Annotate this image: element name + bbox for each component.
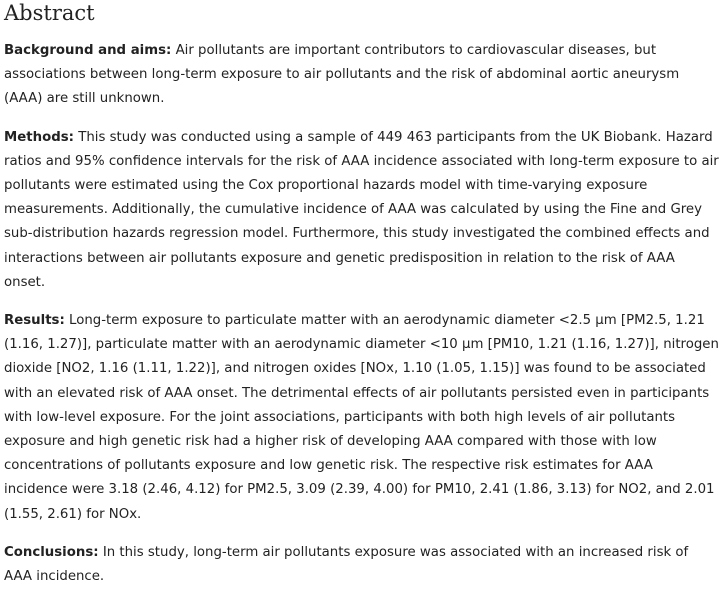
- background-section: [4, 39, 720, 112]
- abstract-heading: Abstract: [4, 1, 95, 25]
- abstract-container: [4, 0, 720, 589]
- conclusions-text: In this study, long-term air pollutants exposure was associated with an increased risk of AAA incidence.: [4, 544, 689, 585]
- results-section: [4, 309, 720, 527]
- methods-text: This study was conducted using a sample of 449 463 participants from the UK Biobank. Hazard ratios and 95% confidence intervals for the risk of AAA incidence associated with long-term exposure to air pollutants were estimated using the Cox proportional hazards model with time-varying exposure measurements. Additionally, the cumulative incidence of AAA was calculated by using the Fine and Grey sub-distribution hazards regression model. Furthermore, this study investigated the combined effects and interactions between air pollutants exposure and genetic predisposition in relation to the risk of AAA onset.: [4, 129, 719, 290]
- methods-section: [4, 126, 720, 295]
- methods-label: Methods:: [4, 129, 74, 145]
- conclusions-section: [4, 541, 720, 589]
- results-label: Results:: [4, 313, 65, 329]
- results-text: Long-term exposure to particulate matter with an aerodynamic diameter <2.5 μm [PM2.5, 1.21 (1.16, 1.27)], particulate matter with an aerodynamic diameter <10 μm [PM10, 1.21 (1.16, 1.27)], nitrogen dioxide [NO2, 1.16 (1.11, 1.22)], and nitrogen oxides [NOx, 1.10 (1.05, 1.15)] was found to be associated with an elevated risk of AAA onset. The detrimental effects of air pollutants persisted even in participants with low-level exposure. For the joint associations, participants with both high levels of air pollutants exposure and high genetic risk had a higher risk of developing AAA compared with those with low concentrations of pollutants exposure and low genetic risk. The respective risk estimates for AAA incidence were 3.18 (2.46, 4.12) for PM2.5, 3.09 (2.39, 4.00) for PM10, 2.41 (1.86, 3.13) for NO2, and 2.01 (1.55, 2.61) for NOx.: [4, 313, 719, 522]
- conclusions-label: Conclusions:: [4, 544, 99, 560]
- background-label: Background and aims:: [4, 43, 172, 58]
- background-text: Air pollutants are important contributors to cardiovascular diseases, but associations between long-term exposure to air pollutants and the risk of abdominal aortic aneurysm (AAA) are still unknown.: [4, 43, 680, 107]
